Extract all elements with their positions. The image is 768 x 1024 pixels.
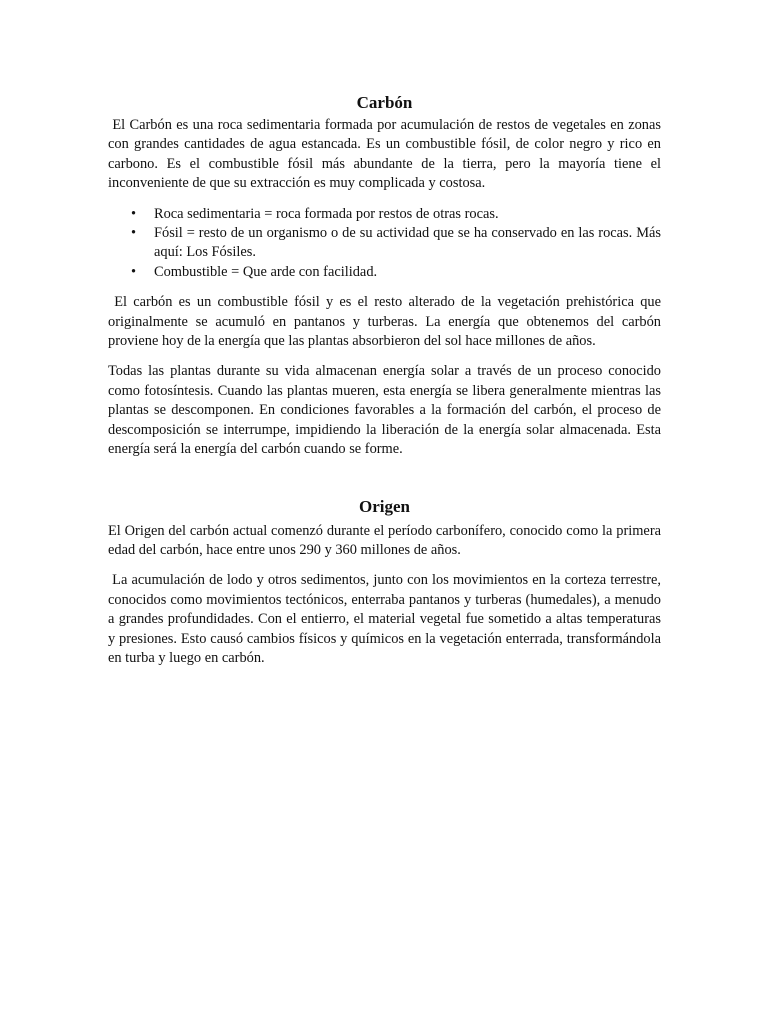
list-item-text: Roca sedimentaria = roca formada por restos de otras rocas. [154,205,499,222]
paragraph-carbon-energy: Todas las plantas durante su vida almacenan energía solar a través de un proceso conocido como fotosíntesis. Cuando las plantas mueren, esta energía se libera generalmente mientras las plantas se descomponen. En condiciones favorables a la formación del carbón, el proceso de descomposición se interrumpe, impidiendo la liberación de la energía solar almacenada. Esta energía será la energía del carbón cuando se forme. [108,363,661,458]
list-item [108,224,661,263]
section-title-origen: Origen [359,496,410,516]
paragraph-origen-period: El Origen del carbón actual comenzó durante el período carbonífero, conocido como la primera edad del carbón, hace entre unos 290 y 360 millones de años. [108,522,661,558]
paragraph-origen-formation: La acumulación de lodo y otros sedimentos, junto con los movimientos en la corteza terrestre, conocidos como movimientos tectónicos, enterraba pantanos y turberas (humedales), a menudo a grandes profundidades. Con el entierro, el material vegetal fue sometido a altas temperaturas y presiones. Esto causó cambios físicos y químicos en la vegetación enterrada, transformándola en turba y luego en carbón. [108,572,665,666]
paragraph-carbon-fossil: El carbón es un combustible fósil y es el resto alterado de la vegetación prehistórica que originalmente se acumuló en pantanos y turberas. La energía que obtenemos del carbón proviene hoy de la energía que las plantas absorbieron del sol hace millones de años. [108,294,665,350]
bullet-icon: • [131,225,137,242]
list-item-text: Fósil = resto de un organismo o de su actividad que se ha conservado en las rocas. Más aquí: Los Fósiles. [154,225,661,261]
paragraph-carbon-intro: El Carbón es una roca sedimentaria formada por acumulación de restos de vegetales en zonas con grandes cantidades de agua estancada. Es un combustible fósil, de color negro y rico en carbono. Es el combustible fósil más abundante de la tierra, pero la mayoría tiene el inconveniente de que su extracción es muy complicada y costosa. [108,117,665,192]
section-title-carbon: Carbón [356,93,413,112]
list-item-text: Combustible = Que arde con facilidad. [154,263,378,280]
bullet-icon: • [131,205,137,222]
document-body [108,92,665,668]
list-item [108,205,661,224]
definitions-list [108,205,661,283]
bullet-icon: • [131,263,137,280]
list-item [108,263,661,282]
